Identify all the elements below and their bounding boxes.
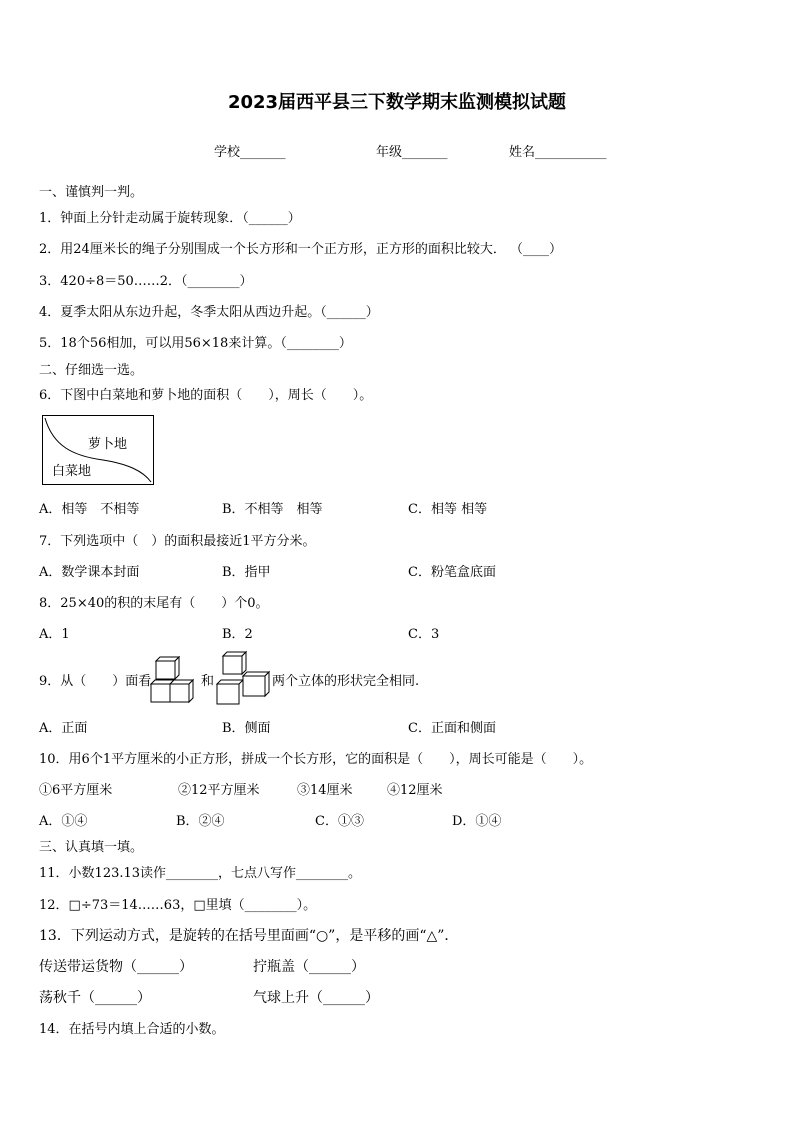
question-6: 6．下图中白菜地和萝卜地的面积（ ），周长（ ）。 [39,388,373,403]
question-3: 3．420÷8＝50……2．（________） [39,274,253,289]
q13-item-swing: 荡秋千（______） [39,990,151,1006]
q13-item-balloon: 气球上升（______） [253,990,379,1006]
question-12: 12．□÷73＝14……63，□里填（________）。 [39,898,317,913]
q9-option-b[interactable]: B．侧面 [222,721,271,736]
section-3-heading: 三、认真填一填。 [39,840,144,855]
field-diagram [42,415,154,485]
question-10: 10．用6个1平方厘米的小正方形，拼成一个长方形，它的面积是（ ），周长可能是（ ）。 [39,752,593,767]
q8-option-b[interactable]: B．2 [222,627,253,642]
question-8: 8．25×40的积的末尾有（ ）个0。 [39,596,269,611]
q13-item-conveyor: 传送带运货物（______） [39,959,193,975]
page-title: 2023届西平县三下数学期末监测模拟试题 [227,92,567,113]
q10-item-3: ③14厘米 [297,783,353,798]
q10-option-d[interactable]: D．①④ [452,814,502,829]
question-1: 1．钟面上分针走动属于旋转现象．（______） [39,211,301,226]
q9-option-c[interactable]: C．正面和侧面 [408,721,496,736]
section-2-heading: 二、仔细选一选。 [39,363,144,378]
question-14: 14．在括号内填上合适的小数。 [39,1022,225,1037]
q13-item-bottle-cap: 拧瓶盖（______） [253,959,365,975]
question-11: 11．小数123.13读作________，七点八写作________。 [39,866,362,881]
school-field[interactable]: 学校_______ [214,145,286,160]
q10-option-c[interactable]: C．①③ [315,814,364,829]
question-5: 5．18个56相加，可以用56×18来计算。（________） [39,336,352,351]
name-field[interactable]: 姓名___________ [509,145,607,160]
q6-option-c[interactable]: C．相等 相等 [408,502,488,517]
section-1-heading: 一、谨慎判一判。 [39,185,144,200]
cabbage-field-label: 白菜地 [52,464,92,479]
q10-item-4: ④12厘米 [387,783,443,798]
q7-option-a[interactable]: A．数学课本封面 [39,565,140,580]
q8-option-c[interactable]: C．3 [408,627,440,642]
q10-option-a[interactable]: A．①④ [39,814,88,829]
q10-option-b[interactable]: B．②④ [176,814,225,829]
q7-option-c[interactable]: C．粉笔盒底面 [408,565,496,580]
radish-field-label: 萝卜地 [88,437,128,452]
cube-stack-figure-2 [213,650,273,706]
question-9-and: 和 [201,674,215,689]
question-7: 7．下列选项中（ ）的面积最接近1平方分米。 [39,534,316,549]
q10-item-1: ①6平方厘米 [39,783,113,798]
q6-option-a[interactable]: A．相等 不相等 [39,502,140,517]
q9-option-a[interactable]: A．正面 [39,721,88,736]
question-9-suffix: 两个立体的形状完全相同. [272,674,420,689]
q6-option-b[interactable]: B．不相等 相等 [222,502,323,517]
grade-field[interactable]: 年级_______ [376,145,448,160]
q8-option-a[interactable]: A．1 [39,627,70,642]
question-13: 13．下列运动方式，是旋转的在括号里面画“○”，是平移的画“△”． [39,928,459,944]
question-9-prefix: 9．从（ ）面看 [39,674,152,689]
q10-item-2: ②12平方厘米 [178,783,260,798]
question-4: 4．夏季太阳从东边升起，冬季太阳从西边升起。（______） [39,305,379,320]
q7-option-b[interactable]: B．指甲 [222,565,271,580]
question-2: 2．用24厘米长的绳子分别围成一个长方形和一个正方形，正方形的面积比较大． （____） [39,242,562,257]
cube-stack-figure-1 [150,655,202,705]
